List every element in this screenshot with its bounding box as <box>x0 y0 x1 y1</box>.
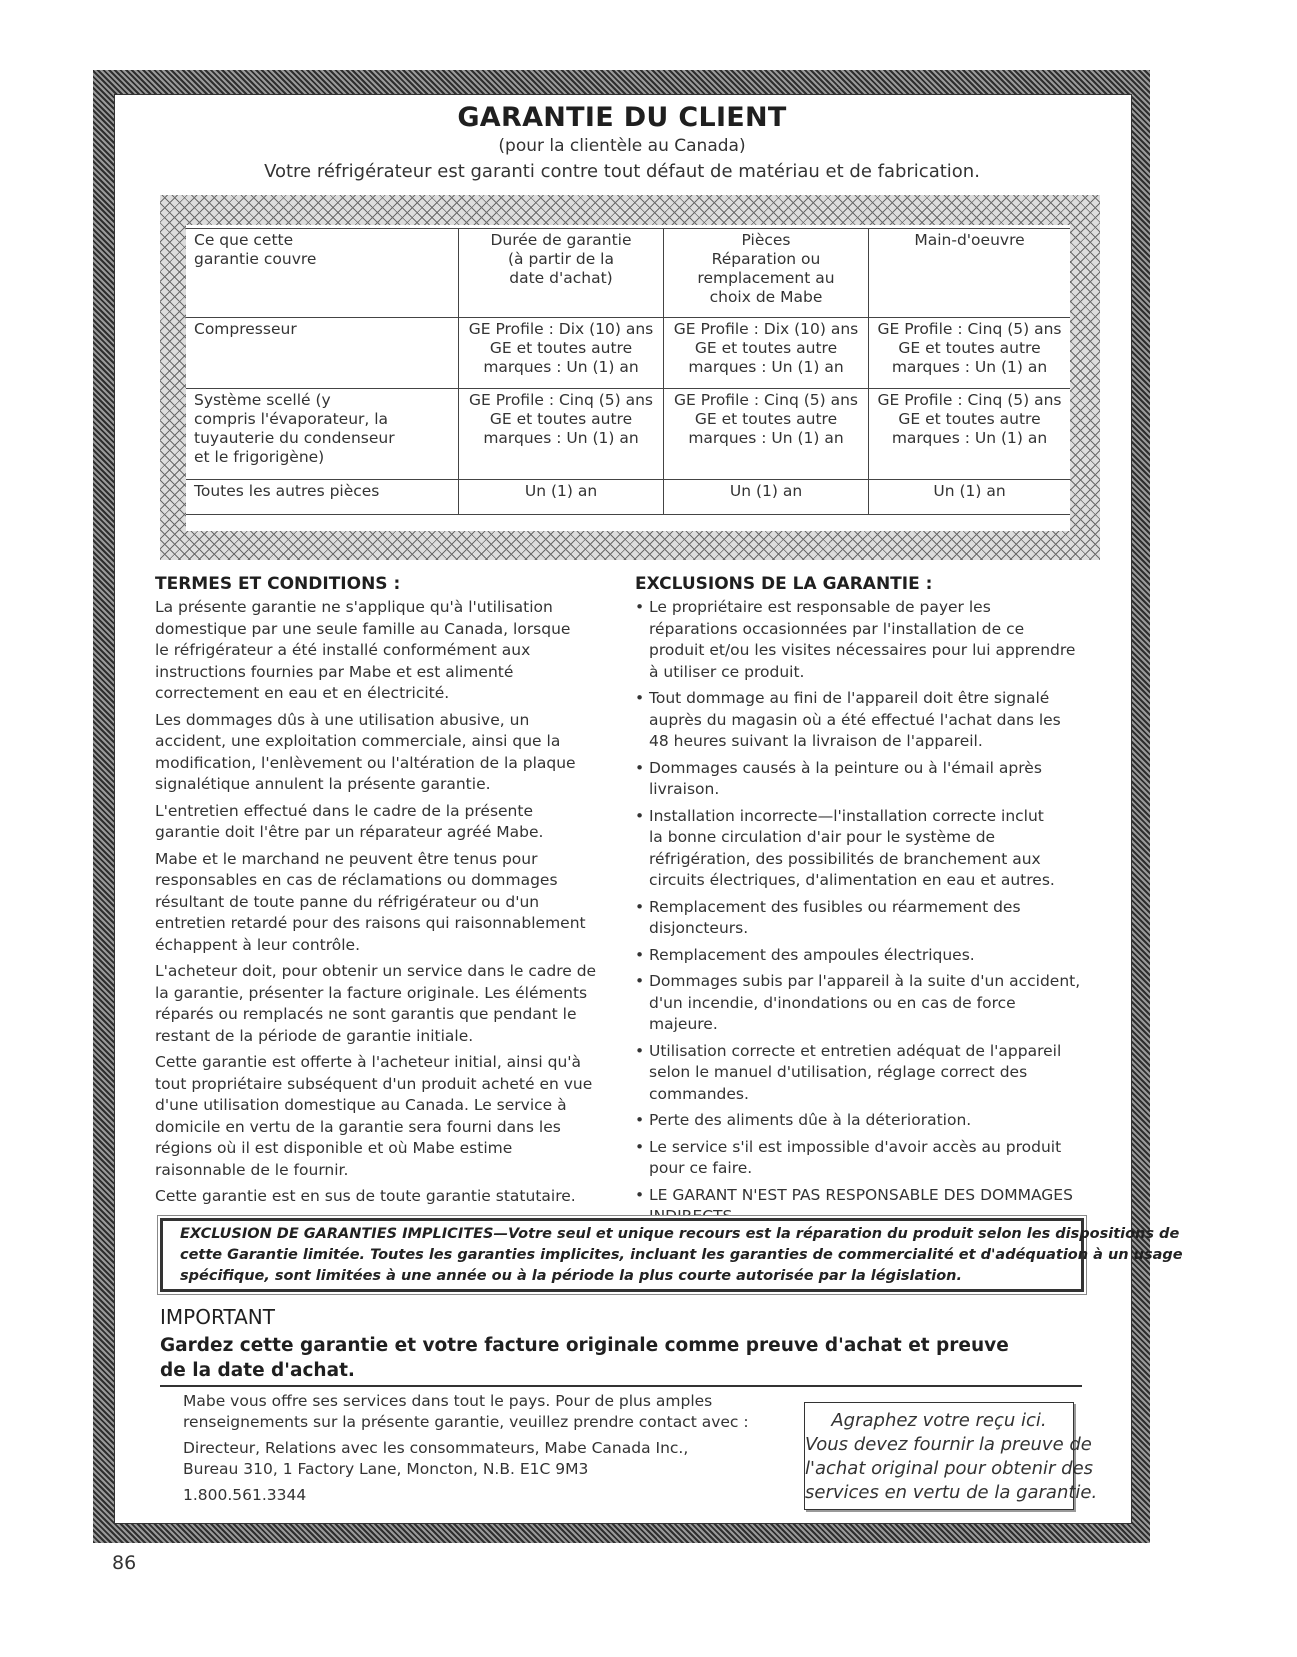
list-item: • Dommages subis par l'appareil à la suite d'un accident, d'un incendie, d'inondations ou en cas de force majeure. <box>635 971 1115 1036</box>
table-header-row <box>186 229 1070 318</box>
page-subtitle: (pour la clientèle au Canada) <box>498 136 746 156</box>
list-item: • Tout dommage au fini de l'appareil doit être signalé auprès du magasin où a été effectué l'achat dans les 48 heures suivant la livraison de l'appareil. <box>635 688 1115 753</box>
terms-paragraph: L'entretien effectué dans le cadre de la présente garantie doit l'être par un réparateur agréé Mabe. <box>155 801 544 841</box>
list-item: • Le service s'il est impossible d'avoir accès au produit pour ce faire. <box>635 1137 1115 1180</box>
header-labor: Main-d'oeuvre <box>869 229 1071 318</box>
terms-paragraph: Mabe et le marchand ne peuvent être tenus pour responsables en cas de réclamations ou dommages résultant de toute panne du réfrigérateur ou d'un entretien retardé pour des raisons qui raisonnablement échappent à leur contrôle. <box>155 849 586 954</box>
terms-heading: TERMES ET CONDITIONS : <box>155 574 401 594</box>
terms-paragraph: Cette garantie est en sus de toute garantie statutaire. <box>155 1187 576 1205</box>
divider <box>160 1385 1082 1387</box>
header-duration: Durée de garantie (à partir de la date d'achat) <box>459 229 664 318</box>
page-tagline: Votre réfrigérateur est garanti contre tout défaut de matériau et de fabrication. <box>264 161 980 182</box>
page-title: GARANTIE DU CLIENT <box>457 102 787 133</box>
list-item: • LE GARANT N'EST PAS RESPONSABLE DES DOMMAGES INDIRECTS. <box>635 1185 1115 1228</box>
exclusions-list <box>635 597 1115 1228</box>
terms-paragraph: La présente garantie ne s'applique qu'à l'utilisation domestique par une seule famille au Canada, lorsque le réfrigérateur a été installé conformément aux instructions fournies par Mabe et est alimenté correctement en eau et en électricité. <box>155 598 571 702</box>
terms-paragraph: Cette garantie est offerte à l'acheteur initial, ainsi qu'à tout propriétaire subséquent d'un produit acheté en vue d'une utilisation domestique au Canada. Le service à domicile en vertu de la garantie sera fourni dans les régions où il est disponible et où Mabe estime raisonnable de le fournir. <box>155 1053 593 1179</box>
list-item: • Perte des aliments dûe à la déterioration. <box>635 1110 1115 1132</box>
address: Directeur, Relations avec les consommateurs, Mabe Canada Inc., Bureau 310, 1 Factory Lane, Moncton, N.B. E1C 9M3 <box>183 1439 689 1478</box>
list-item: • Remplacement des fusibles ou réarmement des disjoncteurs. <box>635 897 1115 940</box>
exclusions-heading: EXCLUSIONS DE LA GARANTIE : <box>635 574 933 594</box>
list-item: • Utilisation correcte et entretien adéquat de l'appareil selon le manuel d'utilisation, réglage correct des commandes. <box>635 1041 1115 1106</box>
phone-number: 1.800.561.3344 <box>183 1486 307 1504</box>
table-row: Compresseur GE Profile : Dix (10) ans GE et toutes autre marques : Un (1) an GE Profile : Dix (10) ans GE et toutes autre marques : Un (1) an GE Profile : Cinq (5) ans GE et toutes autre marques : Un (1) an <box>186 318 1070 389</box>
important-label: IMPORTANT <box>160 1305 275 1329</box>
table-row: Toutes les autres pièces Un (1) an Un (1) an Un (1) an <box>186 480 1070 515</box>
contact-info: Mabe vous offre ses services dans tout le pays. Pour de plus amples renseignements sur la présente garantie, veuillez prendre contact avec : Directeur, Relations avec les consommateurs, Mabe Canada Inc., Bureau 310, 1 Factory Lane, Moncton, N.B. E1C 9M3 1.800.561.3344 <box>183 1391 763 1511</box>
list-item: • Dommages causés à la peinture ou à l'émail après livraison. <box>635 758 1115 801</box>
important-heading: Gardez cette garantie et votre facture originale comme preuve d'achat et preuve de la date d'achat. <box>160 1335 1009 1381</box>
list-item: • Le propriétaire est responsable de payer les réparations occasionnées par l'installation de ce produit et/ou les visites nécessaires pour lui apprendre à utiliser ce produit. <box>635 597 1115 683</box>
list-item: • Installation incorrecte—l'installation correcte inclut la bonne circulation d'air pour le système de réfrigération, des possibilités de branchement aux circuits électriques, d'alimentation en eau et autres. <box>635 806 1115 892</box>
terms-paragraph: Les dommages dûs à une utilisation abusive, un accident, une exploitation commerciale, ainsi que la modification, l'enlèvement ou l'altération de la plaque signalétique annulent la présente garantie. <box>155 710 576 793</box>
terms-paragraph: L'acheteur doit, pour obtenir un service dans le cadre de la garantie, présenter la facture originale. Les éléments réparés ou remplacés ne sont garantis que pendant le restant de la période de garantie initiale. <box>155 962 597 1045</box>
page-number: 86 <box>112 1552 137 1574</box>
coverage-table <box>186 228 1070 515</box>
header-coverage: Ce que cette garantie couvre <box>194 231 317 268</box>
staple-receipt-box: Agraphez votre reçu ici. Vous devez fournir la preuve de l'achat original pour obtenir des services en vertu de la garantie. <box>804 1402 1074 1510</box>
list-item: • Remplacement des ampoules électriques. <box>635 945 1115 967</box>
exclusions-section <box>635 573 1115 1233</box>
implied-exclusion-text: EXCLUSION DE GARANTIES IMPLICITES—Votre seul et unique recours est la réparation du produit selon les dispositions de cette Garantie limitée. Toutes les garanties implicites, incluant les garanties de commercialité et d'adéquation à un usage spécifique, sont limitées à une année ou à la période la plus courte autorisée par la législation. <box>180 1226 1183 1284</box>
header-parts: Pièces Réparation ou remplacement au choix de Mabe <box>664 229 869 318</box>
table-row: Système scellé (y compris l'évaporateur, la tuyauterie du condenseur et le frigorigène) GE Profile : Cinq (5) ans GE et toutes autre marques : Un (1) an GE Profile : Cinq (5) ans GE et toutes autre marques : Un (1) an GE Profile : Cinq (5) ans GE et toutes autre marques : Un (1) an <box>186 389 1070 480</box>
terms-section <box>155 573 610 1213</box>
